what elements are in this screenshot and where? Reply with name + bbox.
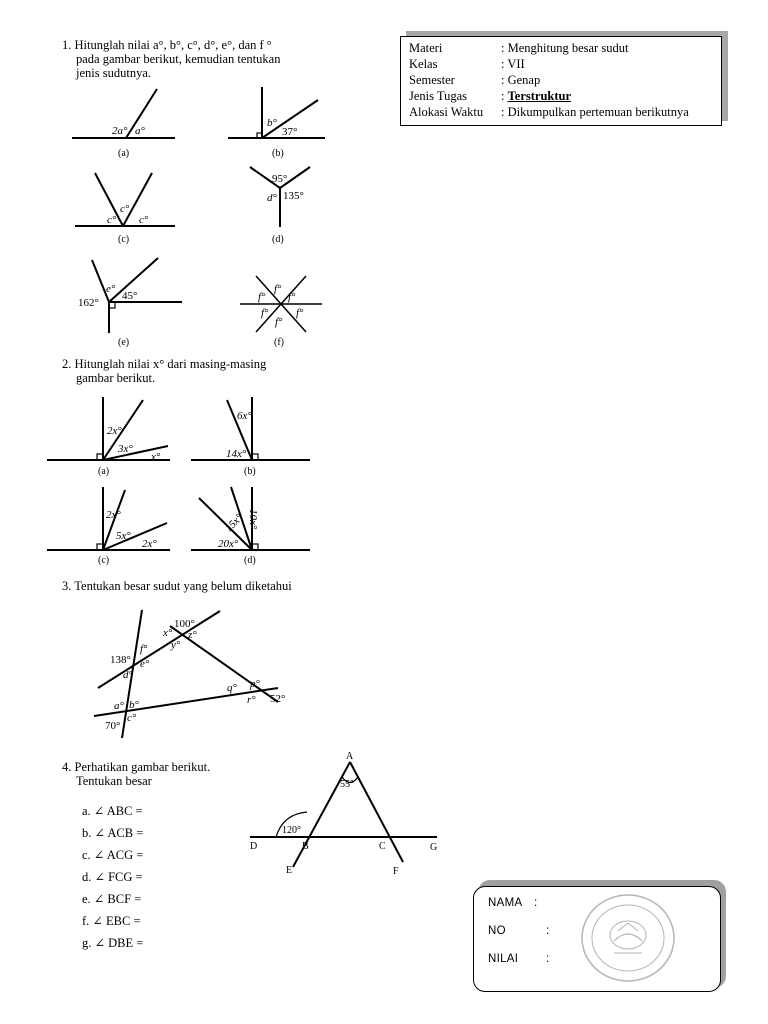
fig-1b-caption: (b): [272, 148, 284, 159]
info-separator: :: [501, 89, 508, 103]
angle-label: 52°: [270, 693, 286, 705]
fig-1c-label: c°: [107, 214, 117, 226]
info-row: [409, 88, 713, 104]
fig-1a-caption: (a): [118, 148, 130, 159]
name-field[interactable]: [488, 897, 538, 909]
angle-label: a°: [114, 700, 124, 712]
assignment-info-box: [400, 36, 722, 126]
info-key: Alokasi Waktu: [409, 105, 484, 119]
vertex-label: G: [430, 842, 438, 853]
question-2-line: 2. Hitunglah nilai x° dari masing-masing: [62, 357, 267, 371]
question-1-line: 1. Hitunglah nilai a°, b°, c°, d°, e°, dan f °: [62, 38, 272, 52]
fig-2d-label: 15x°: [222, 511, 246, 535]
score-field[interactable]: [488, 953, 550, 965]
fig-1e-label: 162°: [78, 297, 99, 309]
info-value-task-type: Terstruktur: [507, 89, 572, 103]
fig-2a-caption: (a): [98, 466, 110, 477]
info-value: : Menghitung besar sudut: [501, 41, 629, 55]
fig-1f-label: f°: [296, 307, 304, 319]
fig-1d-label: 95°: [272, 173, 288, 185]
field-colon: :: [546, 953, 550, 965]
angle-label: d°: [123, 669, 133, 681]
info-key: Jenis Tugas: [409, 89, 468, 103]
figure-2b: [191, 397, 310, 477]
info-value: : Dikumpulkan pertemuan berikutnya: [501, 105, 689, 119]
question-2-line: gambar berikut.: [76, 371, 156, 385]
vertex-label: C: [379, 841, 386, 852]
fig-1e-label: e°: [106, 283, 116, 295]
info-row: [409, 104, 713, 120]
fig-2c-label: 2x°: [142, 538, 157, 550]
angle-label: z°: [188, 629, 197, 641]
question-4-item: g. ∠ DBE =: [82, 936, 144, 950]
fig-1e-caption: (e): [118, 337, 130, 348]
question-1-line: jenis sudutnya.: [76, 66, 151, 80]
question-4-item: e. ∠ BCF =: [82, 892, 142, 906]
fig-2d-label: 10x°: [247, 509, 259, 530]
question-4-item: b. ∠ ACB =: [82, 826, 144, 840]
fig-2c-label: 5x°: [116, 530, 131, 542]
fig-2b-label: 14x°: [226, 448, 247, 460]
question-4-item: d. ∠ FCG =: [82, 870, 143, 884]
figure-1f: [240, 276, 322, 348]
question-1-figures: [60, 85, 340, 350]
vertex-label: D: [250, 841, 258, 852]
number-field[interactable]: [488, 925, 550, 937]
info-key: Materi: [409, 41, 443, 55]
figure-1c: [75, 173, 175, 245]
fig-2a-label: x°: [151, 451, 161, 463]
fig-2b-label: 6x°: [237, 410, 252, 422]
fig-2a-label: 3x°: [118, 443, 133, 455]
angle-label: r°: [247, 694, 256, 706]
question-1-line: pada gambar berikut, kemudian tentukan: [76, 52, 281, 66]
angle-label: q°: [227, 682, 237, 694]
fig-1a-label: 2a°: [112, 125, 128, 137]
fig-2d-caption: (d): [244, 555, 256, 566]
question-3-text: 3. Tentukan besar sudut yang belum diketahui: [62, 579, 292, 593]
fig-1b-label: 37°: [282, 126, 298, 138]
figure-2d: [191, 487, 310, 566]
angle-label: c°: [127, 712, 137, 724]
fig-2b-caption: (b): [244, 466, 256, 477]
question-2-text: [62, 357, 266, 385]
question-4-item: f. ∠ EBC =: [82, 914, 141, 928]
fig-1d-label: 135°: [283, 190, 304, 202]
info-key: Kelas: [409, 57, 438, 71]
fig-1c-label: c°: [120, 203, 130, 215]
angle-label: 100°: [174, 618, 195, 630]
vertex-label: B: [302, 841, 309, 852]
figure-2a: [47, 397, 170, 477]
question-4-line: Tentukan besar: [76, 774, 152, 788]
info-row: [409, 72, 713, 88]
field-label: NILAI: [488, 953, 519, 965]
school-stamp-logo: [578, 891, 678, 985]
info-value: : VII: [501, 57, 525, 71]
question-4-text: [62, 760, 210, 788]
angle-label: 70°: [105, 720, 121, 732]
field-colon: :: [534, 897, 538, 909]
fig-1a-label: a°: [135, 125, 145, 137]
figure-1a: [72, 89, 175, 159]
figure-1b: [228, 87, 325, 159]
fig-1d-label: d°: [267, 192, 277, 204]
question-2-figures: [45, 390, 320, 570]
vertex-label: A: [346, 751, 354, 762]
angle-label: 138°: [110, 654, 131, 666]
info-row: [409, 56, 713, 72]
question-4-item: a. ∠ ABC =: [82, 804, 143, 818]
fig-1c-caption: (c): [118, 234, 130, 245]
question-4-line: 4. Perhatikan gambar berikut.: [62, 760, 211, 774]
fig-1f-label: f°: [258, 291, 266, 303]
question-4-items: [82, 800, 143, 954]
student-card: [473, 886, 721, 992]
fig-1d-caption: (d): [272, 234, 284, 245]
fig-1f-label: f°: [274, 283, 282, 295]
fig-1f-label: f°: [288, 291, 296, 303]
angle-label: x°: [163, 627, 173, 639]
figure-1e: [78, 258, 182, 348]
angle-label: b°: [129, 699, 139, 711]
angle-label: f°: [140, 643, 148, 655]
info-row: [409, 40, 713, 56]
fig-2c-label: 2x°: [106, 509, 121, 521]
question-4-triangle-figure: [245, 748, 445, 878]
figure-2c: [47, 487, 170, 566]
fig-1b-label: b°: [267, 117, 277, 129]
fig-2d-label: 20x°: [218, 538, 239, 550]
info-key: Semester: [409, 73, 455, 87]
fig-2a-label: 2x°: [107, 425, 122, 437]
figure-1d: [250, 167, 310, 245]
angle-label: y°: [171, 639, 181, 651]
question-1-text: [62, 38, 280, 80]
fig-1f-caption: (f): [274, 337, 284, 348]
angle-label: p°: [250, 678, 260, 690]
question-3-figure: [90, 608, 310, 748]
angle-label-a: 55°: [340, 779, 354, 790]
field-colon: :: [546, 925, 550, 937]
fig-1f-label: f°: [261, 307, 269, 319]
field-label: NAMA: [488, 897, 523, 909]
fig-1e-label: 45°: [122, 290, 138, 302]
field-label: NO: [488, 925, 506, 937]
fig-2c-caption: (c): [98, 555, 110, 566]
fig-1c-label: c°: [139, 214, 149, 226]
info-value: : Genap: [501, 73, 541, 87]
angle-label-b: 120°: [282, 825, 301, 836]
question-4-item: c. ∠ ACG =: [82, 848, 144, 862]
vertex-label: E: [286, 865, 293, 876]
angle-label: e°: [140, 658, 150, 670]
fig-1f-label: f°: [275, 316, 283, 328]
vertex-label: F: [393, 866, 399, 877]
